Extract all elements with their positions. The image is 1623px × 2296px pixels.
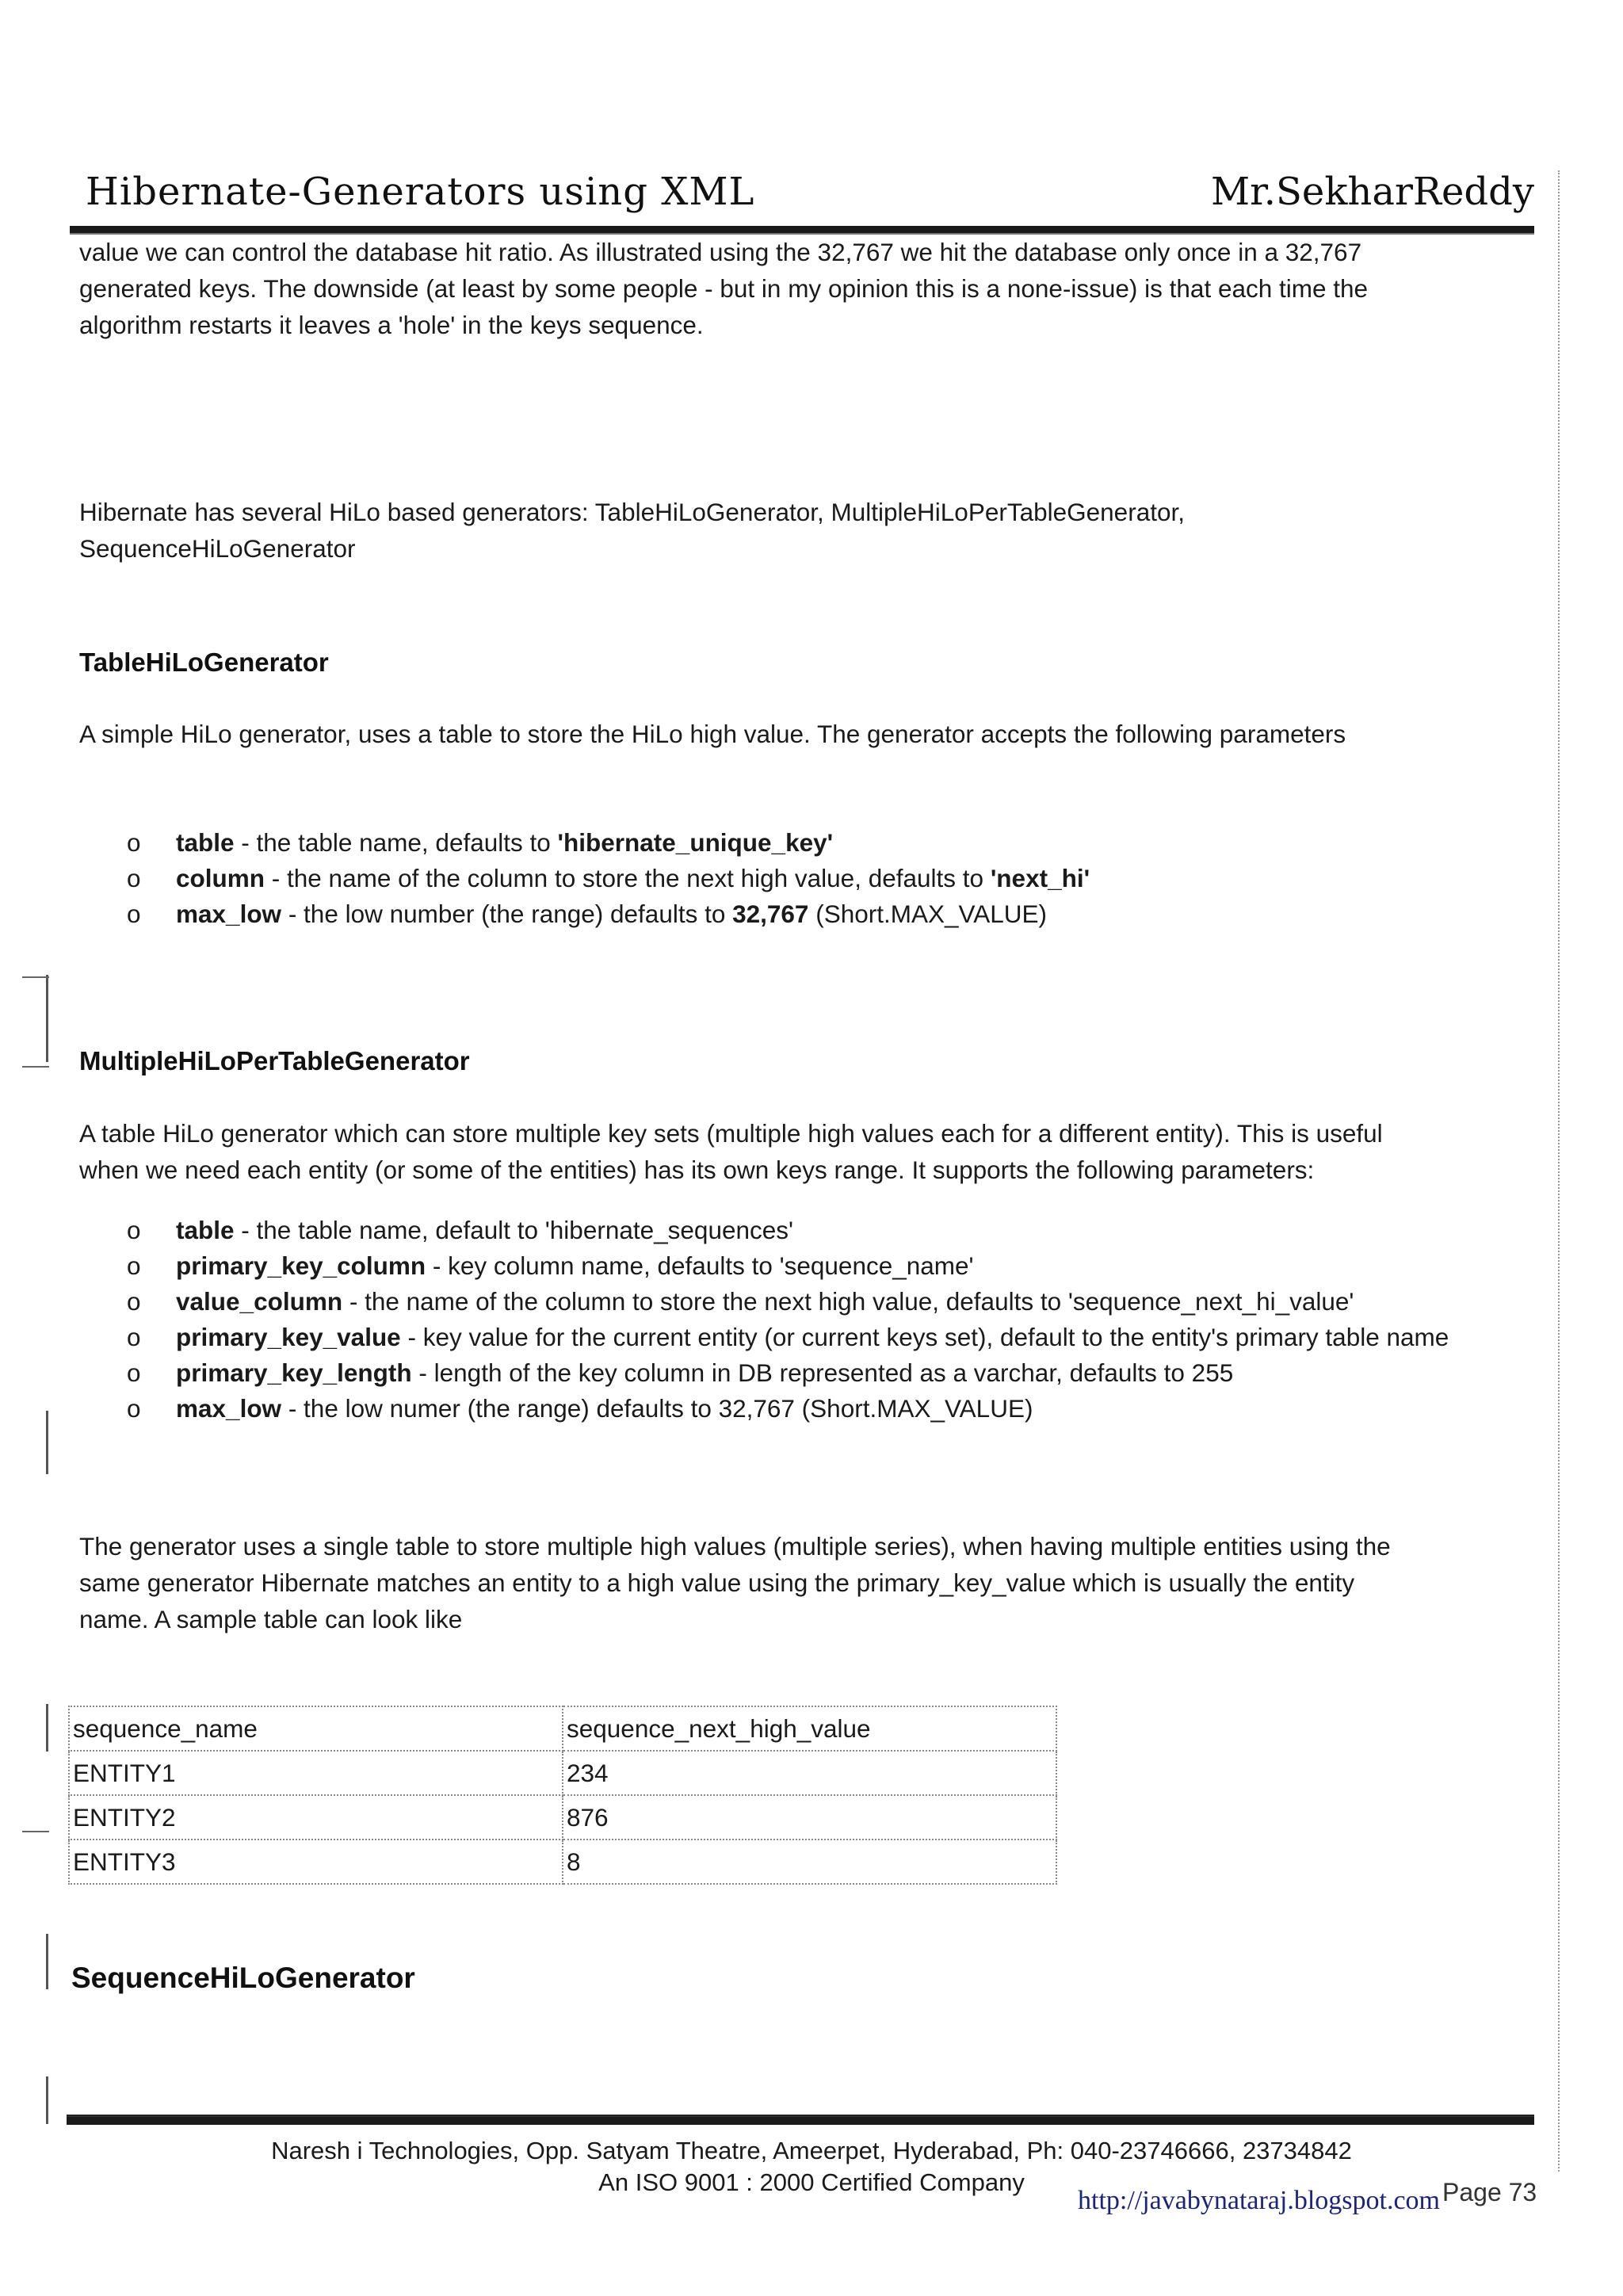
list-item — [127, 1391, 1506, 1427]
margin-line — [46, 1411, 48, 1474]
list-item — [127, 1248, 1506, 1284]
footer-divider — [67, 2115, 1534, 2125]
section-heading-table-hilo: TableHiLoGenerator — [79, 648, 329, 677]
margin-line — [46, 1704, 48, 1752]
param-name: table — [176, 1216, 235, 1244]
list-item — [127, 896, 1506, 932]
param-name: table — [176, 828, 235, 857]
param-name: max_low — [176, 900, 282, 928]
param-name: primary_key_column — [176, 1251, 426, 1280]
section-heading-sequence-hilo: SequenceHiLoGenerator — [71, 1962, 415, 1994]
series-paragraph — [79, 1528, 1506, 1637]
bullet-icon: o — [127, 1358, 141, 1387]
blog-url-link[interactable]: http://javabynataraj.blogspot.com — [1078, 2186, 1441, 2215]
page-frame-right — [1558, 170, 1560, 2172]
text-line: The generator uses a single table to store multiple high values (multiple series), when having multiple entities using the — [79, 1532, 1391, 1561]
table-hilo-params — [127, 825, 1506, 932]
table-row — [69, 1795, 1056, 1839]
param-text: - key column name, defaults to 'sequence_name' — [426, 1251, 974, 1280]
section-heading-multiple-hilo: MultipleHiLoPerTableGenerator — [79, 1046, 470, 1075]
multiple-hilo-params — [127, 1213, 1506, 1427]
param-value: 32,767 — [732, 900, 809, 928]
param-text: - key value for the current entity (or current keys set), default to the entity's primary table name — [400, 1323, 1449, 1351]
param-text: - the low numer (the range) defaults to 32,767 (Short.MAX_VALUE) — [281, 1394, 1033, 1423]
margin-mark — [22, 1066, 49, 1068]
text-line: name. A sample table can look like — [79, 1605, 463, 1633]
param-name: value_column — [176, 1287, 343, 1316]
margin-mark — [22, 976, 49, 978]
table-header-cell: sequence_next_high_value — [563, 1706, 1056, 1751]
text-line: value we can control the database hit ratio. As illustrated using the 32,767 we hit the database only once in a 32,767 — [79, 238, 1362, 266]
sample-sequence-table — [68, 1706, 1057, 1885]
text-line: SequenceHiLoGenerator — [79, 534, 356, 563]
bullet-icon: o — [127, 1251, 141, 1280]
table-cell: 8 — [563, 1839, 1056, 1884]
param-name: column — [176, 864, 265, 892]
param-text: - the table name, default to 'hibernate_sequences' — [234, 1216, 794, 1244]
text-line: generated keys. The downside (at least by some people - but in my opinion this is a none-issue) is that each time the — [79, 274, 1369, 303]
margin-mark — [22, 1831, 49, 1832]
param-text: - the name of the column to store the next high value, defaults to — [265, 864, 991, 892]
text-line: A table HiLo generator which can store multiple key sets (multiple high values each for a different entity). This is useful — [79, 1119, 1383, 1148]
bullet-icon: o — [127, 1216, 141, 1244]
page-number: Page 73 — [1442, 2178, 1537, 2206]
list-item — [127, 861, 1506, 896]
table-cell: ENTITY3 — [69, 1839, 563, 1884]
table-row — [69, 1751, 1056, 1795]
list-item — [127, 1284, 1506, 1320]
bullet-icon: o — [127, 1287, 141, 1316]
table-header-row — [69, 1706, 1056, 1751]
param-name: primary_key_length — [176, 1358, 412, 1387]
bullet-icon: o — [127, 864, 141, 892]
param-text: (Short.MAX_VALUE) — [808, 900, 1047, 928]
text-line: same generator Hibernate matches an entity to a high value using the primary_key_value which is usually the entity — [79, 1568, 1355, 1597]
table-cell: 876 — [563, 1795, 1056, 1839]
param-name: max_low — [176, 1394, 282, 1423]
param-text: - length of the key column in DB represented as a varchar, defaults to 255 — [411, 1358, 1234, 1387]
table-row — [69, 1839, 1056, 1884]
param-value: 'next_hi' — [990, 864, 1090, 892]
table-cell: ENTITY2 — [69, 1795, 563, 1839]
generators-paragraph — [79, 494, 1506, 567]
intro-paragraph — [79, 234, 1506, 343]
param-value: 'hibernate_unique_key' — [557, 828, 834, 857]
table-header-cell: sequence_name — [69, 1706, 563, 1751]
margin-line — [46, 2076, 48, 2124]
param-text: - the table name, defaults to — [234, 828, 558, 857]
footer-certification: An ISO 9001 : 2000 Certified Company — [598, 2168, 1025, 2196]
param-text: - the low number (the range) defaults to — [281, 900, 733, 928]
table-cell: 234 — [563, 1751, 1056, 1795]
list-item — [127, 1355, 1506, 1391]
footer-address: Naresh i Technologies, Opp. Satyam Theatre, Ameerpet, Hyderabad, Ph: 040-23746666, 23734842 — [271, 2137, 1352, 2164]
text-line: Hibernate has several HiLo based generators: TableHiLoGenerator, MultipleHiLoPerTableGenerator, — [79, 498, 1185, 526]
list-item — [127, 1213, 1506, 1248]
page-header-author: Mr.SekharReddy — [1210, 170, 1534, 214]
bullet-icon: o — [127, 1394, 141, 1423]
table-cell: ENTITY1 — [69, 1751, 563, 1795]
text-line: algorithm restarts it leaves a 'hole' in the keys sequence. — [79, 311, 704, 339]
bullet-icon: o — [127, 900, 141, 928]
multiple-hilo-description — [79, 1115, 1506, 1188]
list-item — [127, 1320, 1506, 1355]
bullet-icon: o — [127, 1323, 141, 1351]
margin-line — [46, 975, 48, 1062]
table-hilo-description: A simple HiLo generator, uses a table to store the HiLo high value. The generator accepts the following parameters — [79, 720, 1346, 748]
param-text: - the name of the column to store the next high value, defaults to 'sequence_next_hi_value' — [342, 1287, 1354, 1316]
margin-line — [46, 1934, 48, 1989]
param-name: primary_key_value — [176, 1323, 401, 1351]
text-line: when we need each entity (or some of the entities) has its own keys range. It supports the following parameters: — [79, 1156, 1315, 1184]
page-header-title: Hibernate-Generators using XML — [86, 170, 755, 214]
list-item — [127, 825, 1506, 861]
bullet-icon: o — [127, 828, 141, 857]
